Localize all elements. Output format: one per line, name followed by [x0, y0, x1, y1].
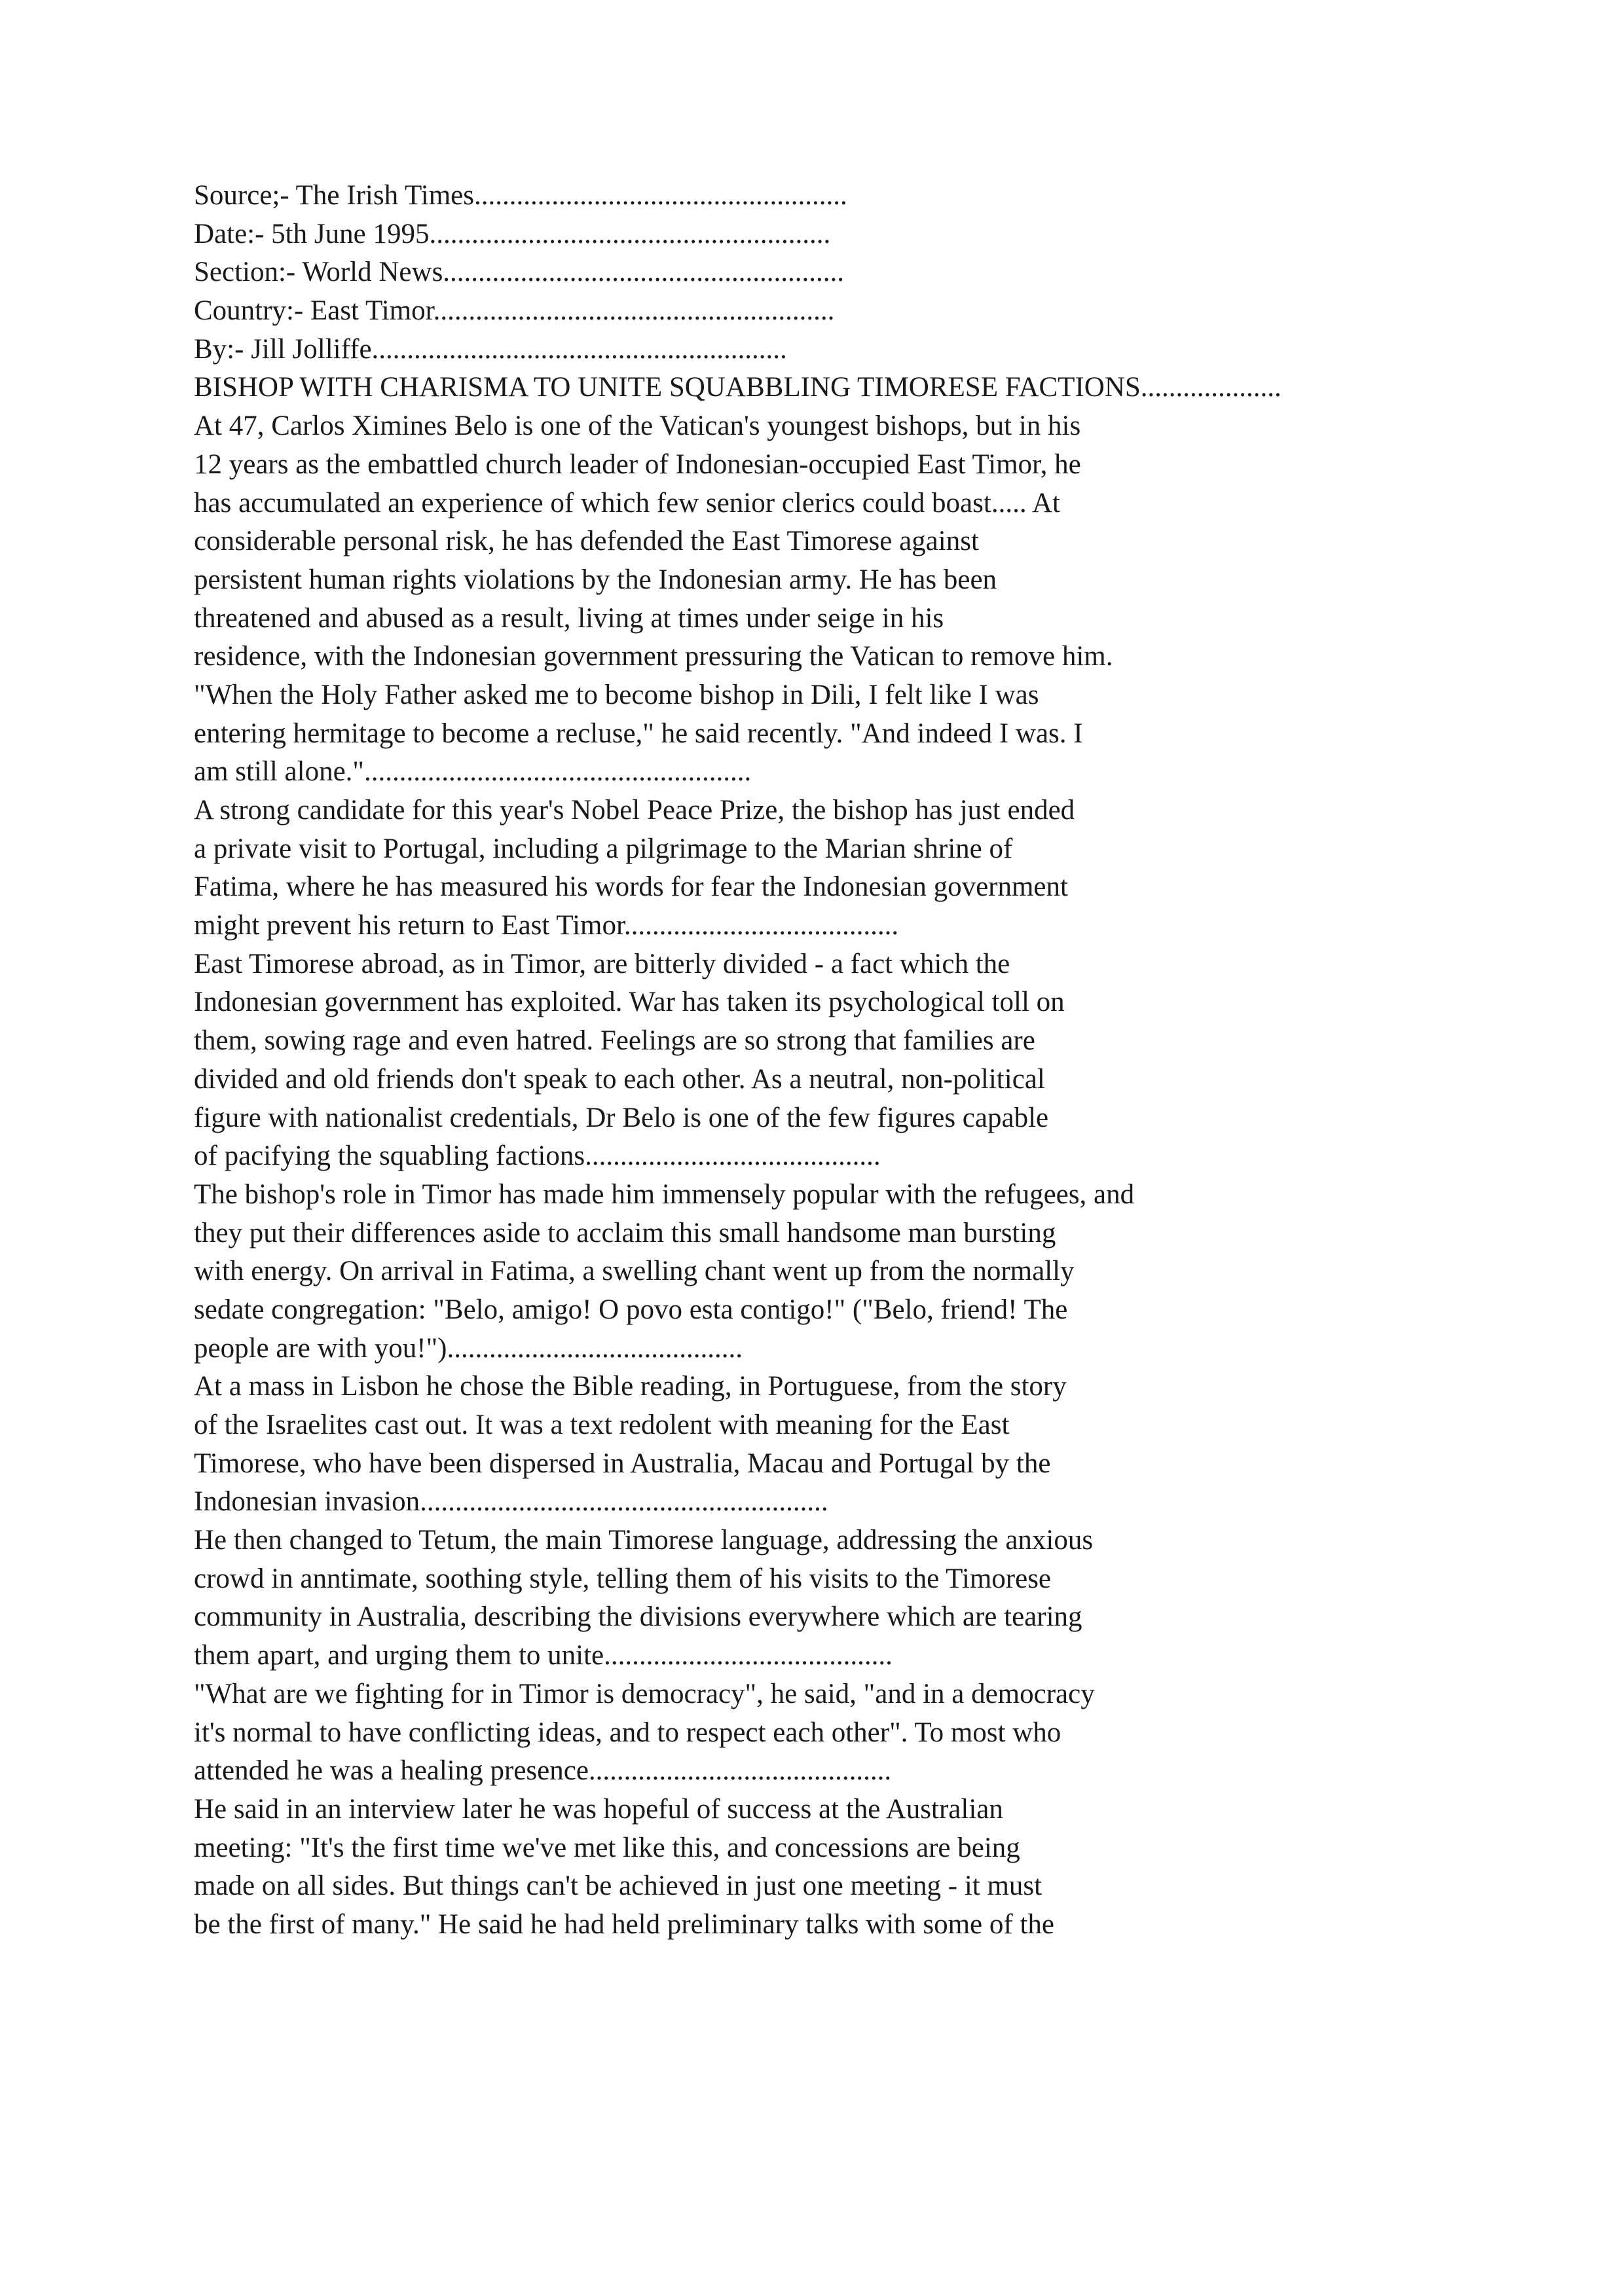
body-line: He said in an interview later he was hopeful of success at the Australian	[194, 1793, 1003, 1825]
source-line: Source;- The Irish Times.....................................................	[194, 180, 847, 211]
headline: BISHOP WITH CHARISMA TO UNITE SQUABBLING TIMORESE FACTIONS....................	[194, 372, 1282, 403]
body-line: them, sowing rage and even hatred. Feelings are so strong that families are	[194, 1025, 1035, 1057]
body-line: made on all sides. But things can't be achieved in just one meeting - it must	[194, 1870, 1043, 1902]
body-line: a private visit to Portugal, including a pilgrimage to the Marian shrine of	[194, 833, 1013, 864]
body-line: them apart, and urging them to unite.........................................	[194, 1640, 893, 1671]
body-line: considerable personal risk, he has defended the East Timorese against	[194, 526, 979, 557]
country-line: Country:- East Timor.........................................................	[194, 295, 835, 327]
body-line: East Timorese abroad, as in Timor, are bitterly divided - a fact which the	[194, 948, 1010, 979]
body-line: threatened and abused as a result, living at times under seige in his	[194, 602, 944, 634]
body-line: At a mass in Lisbon he chose the Bible reading, in Portuguese, from the story	[194, 1371, 1067, 1402]
body-line: community in Australia, describing the divisions everywhere which are tearing	[194, 1601, 1082, 1633]
body-line: persistent human rights violations by the Indonesian army. He has been	[194, 564, 997, 595]
date-line: Date:- 5th June 1995.........................................................	[194, 218, 831, 249]
body-line: be the first of many." He said he had held preliminary talks with some of the	[194, 1908, 1054, 1940]
body-line: of pacifying the squabling factions..........................................	[194, 1140, 881, 1172]
body-line: meeting: "It's the first time we've met like this, and concessions are being	[194, 1832, 1020, 1863]
body-line: with energy. On arrival in Fatima, a swelling chant went up from the normally	[194, 1256, 1075, 1287]
body-line: sedate congregation: "Belo, amigo! O povo esta contigo!" ("Belo, friend! The	[194, 1294, 1068, 1325]
section-line: Section:- World News.........................................................	[194, 257, 845, 288]
body-line: might prevent his return to East Timor.......................................	[194, 910, 899, 941]
body-line: He then changed to Tetum, the main Timorese language, addressing the anxious	[194, 1525, 1094, 1556]
body-line: attended he was a healing presence...........................................	[194, 1755, 892, 1787]
body-line: Indonesian government has exploited. War has taken its psychological toll on	[194, 987, 1065, 1018]
body-line: entering hermitage to become a recluse," he said recently. "And indeed I was. I	[194, 718, 1083, 749]
body-line: The bishop's role in Timor has made him immensely popular with the refugees, and	[194, 1178, 1135, 1210]
body-line: figure with nationalist credentials, Dr Belo is one of the few figures capable	[194, 1102, 1049, 1133]
body-line: Indonesian invasion..........................................................	[194, 1486, 828, 1518]
document-page	[194, 177, 1490, 1944]
byline: By:- Jill Jolliffe...........................................................	[194, 333, 787, 365]
body-line: of the Israelites cast out. It was a text redolent with meaning for the East	[194, 1410, 1010, 1440]
body-line: am still alone.".......................................................	[194, 756, 752, 788]
body-line: they put their differences aside to acclaim this small handsome man bursting	[194, 1217, 1056, 1248]
body-line: At 47, Carlos Ximines Belo is one of the Vatican's youngest bishops, but in his	[194, 410, 1081, 442]
body-line: "What are we fighting for in Timor is democracy", he said, "and in a democracy	[194, 1678, 1095, 1709]
body-line: A strong candidate for this year's Nobel Peace Prize, the bishop has just ended	[194, 795, 1075, 826]
body-line: Timorese, who have been dispersed in Australia, Macau and Portugal by the	[194, 1448, 1051, 1479]
body-line: "When the Holy Father asked me to become bishop in Dili, I felt like I was	[194, 679, 1039, 710]
article-body	[194, 407, 1490, 1944]
body-line: it's normal to have conflicting ideas, and to respect each other". To most who	[194, 1717, 1061, 1748]
body-line: Fatima, where he has measured his words for fear the Indonesian government	[194, 871, 1068, 903]
body-line: 12 years as the embattled church leader of Indonesian-occupied East Timor, he	[194, 448, 1081, 480]
body-line: people are with you!")..........................................	[194, 1332, 743, 1364]
body-line: divided and old friends don't speak to each other. As a neutral, non-political	[194, 1063, 1045, 1095]
body-line: residence, with the Indonesian government pressuring the Vatican to remove him.	[194, 641, 1113, 672]
body-line: has accumulated an experience of which few senior clerics could boast..... At	[194, 487, 1060, 519]
body-line: crowd in anntimate, soothing style, telling them of his visits to the Timorese	[194, 1563, 1052, 1594]
